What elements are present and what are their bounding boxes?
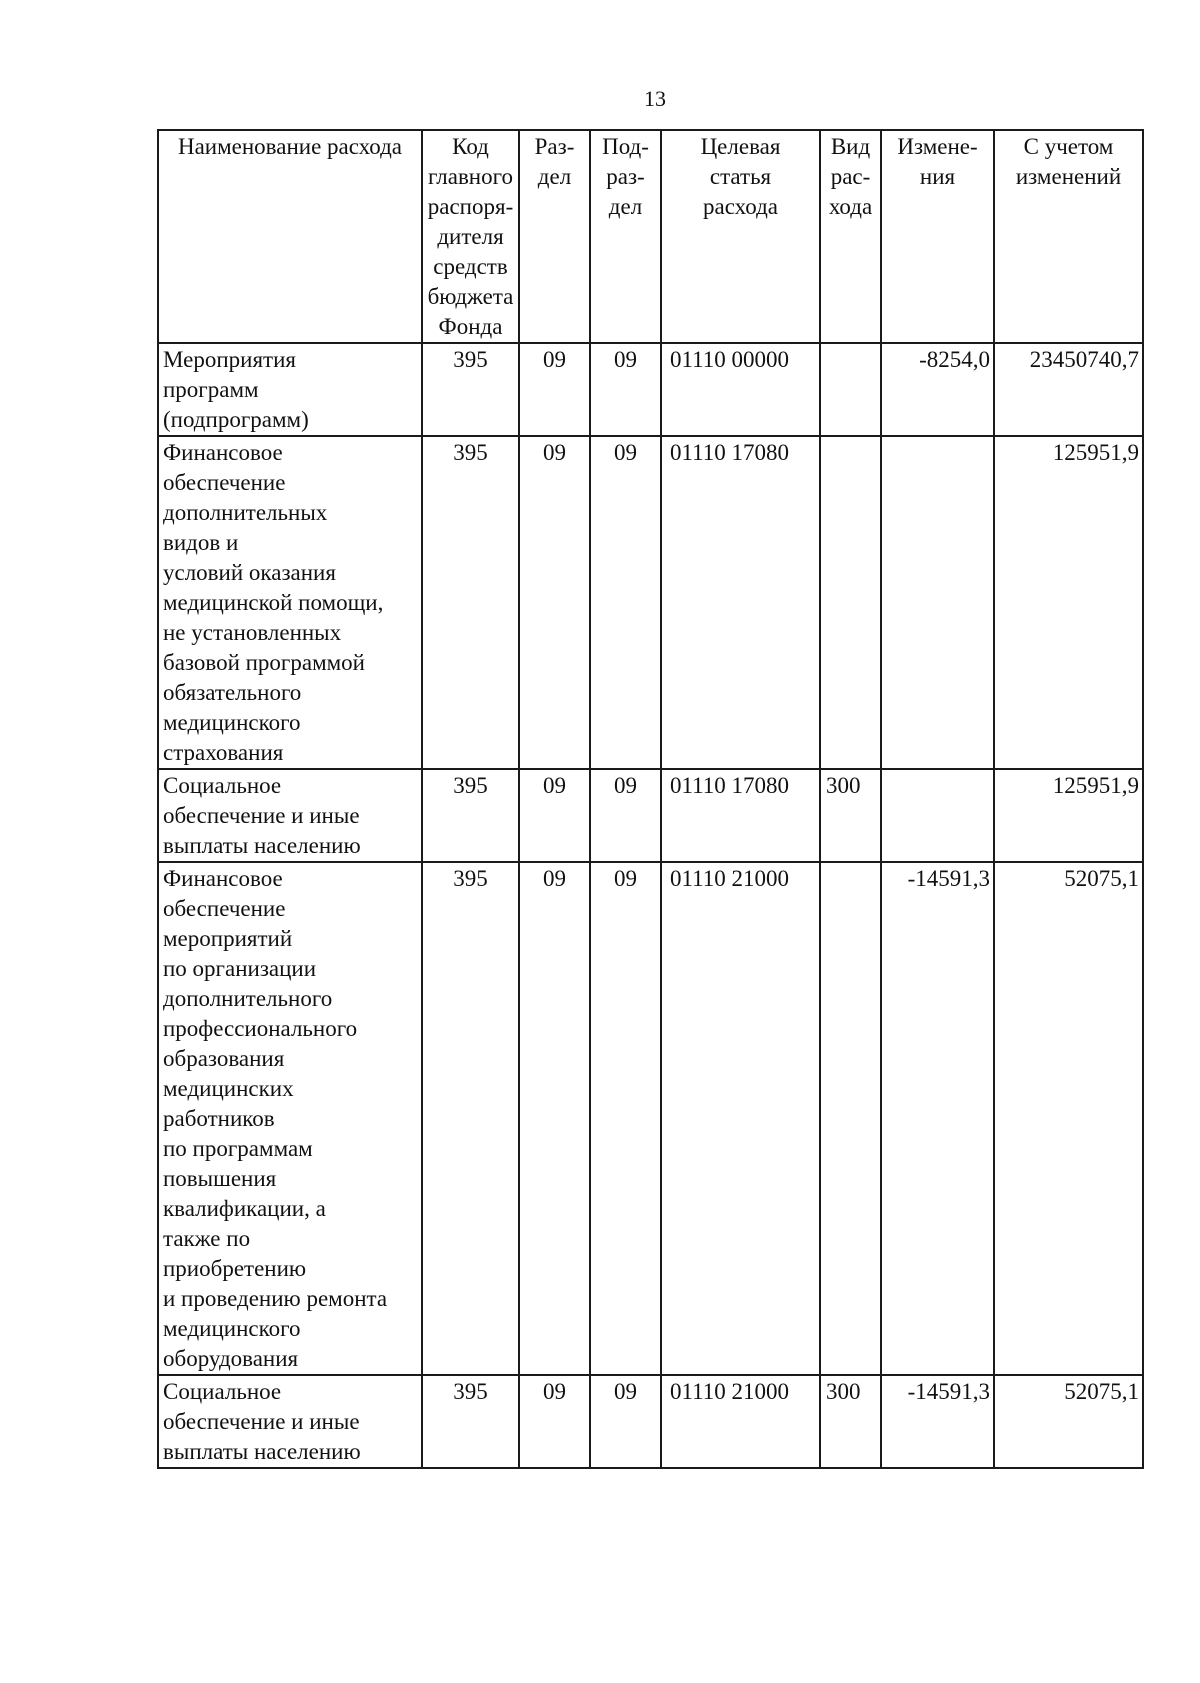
cell-expense-name: Финансовое обеспечение дополнительных видов и условий оказания медицинской помощи, не установленных базовой программой обязательного медицинского страхования (158, 436, 422, 769)
cell-target-item: 01110 21000 (661, 1375, 820, 1468)
cell-target-item: 01110 17080 (661, 436, 820, 769)
page-number: 13 (644, 86, 666, 111)
cell-chief-administrator-code: 395 (422, 862, 519, 1375)
cell-with-changes: 125951,9 (994, 769, 1143, 862)
header-expense-type: Вид рас- хода (820, 130, 881, 343)
cell-subsection: 09 (590, 436, 661, 769)
table-row (158, 862, 1143, 1375)
cell-target-item: 01110 00000 (661, 343, 820, 436)
budget-expense-table (157, 129, 1144, 1469)
cell-chief-administrator-code: 395 (422, 1375, 519, 1468)
cell-section: 09 (519, 343, 590, 436)
header-target-item: Целевая статья расхода (661, 130, 820, 343)
cell-section: 09 (519, 436, 590, 769)
table-row (158, 343, 1143, 436)
cell-with-changes: 52075,1 (994, 1375, 1143, 1468)
cell-expense-type: 300 (820, 1375, 881, 1468)
cell-changes: -14591,3 (881, 1375, 994, 1468)
cell-with-changes: 52075,1 (994, 862, 1143, 1375)
cell-expense-type (820, 862, 881, 1375)
cell-expense-type (820, 343, 881, 436)
header-chief-administrator-code: Код главного распоря- дителя средств бюджета Фонда (422, 130, 519, 343)
cell-chief-administrator-code: 395 (422, 343, 519, 436)
table-row (158, 436, 1143, 769)
cell-target-item: 01110 17080 (661, 769, 820, 862)
cell-section: 09 (519, 1375, 590, 1468)
header-changes: Измене- ния (881, 130, 994, 343)
cell-expense-type (820, 436, 881, 769)
cell-chief-administrator-code: 395 (422, 769, 519, 862)
cell-expense-name: Финансовое обеспечение мероприятий по организации дополнительного профессионального образования медицинских работников по программам повышения квалификации, а также по приобретению и проведению ремонта медицинского оборудования (158, 862, 422, 1375)
cell-subsection: 09 (590, 1375, 661, 1468)
cell-section: 09 (519, 862, 590, 1375)
cell-changes: -8254,0 (881, 343, 994, 436)
cell-with-changes: 125951,9 (994, 436, 1143, 769)
table-header-row (158, 130, 1143, 343)
cell-changes: -14591,3 (881, 862, 994, 1375)
header-expense-name: Наименование расхода (158, 130, 422, 343)
table-row (158, 769, 1143, 862)
cell-changes (881, 769, 994, 862)
table-row (158, 1375, 1143, 1468)
cell-target-item: 01110 21000 (661, 862, 820, 1375)
cell-expense-type: 300 (820, 769, 881, 862)
cell-section: 09 (519, 769, 590, 862)
cell-subsection: 09 (590, 769, 661, 862)
header-with-changes: С учетом изменений (994, 130, 1143, 343)
cell-expense-name: Социальное обеспечение и иные выплаты населению (158, 1375, 422, 1468)
cell-chief-administrator-code: 395 (422, 436, 519, 769)
cell-changes (881, 436, 994, 769)
cell-subsection: 09 (590, 862, 661, 1375)
cell-with-changes: 23450740,7 (994, 343, 1143, 436)
header-subsection: Под- раз- дел (590, 130, 661, 343)
cell-expense-name: Мероприятия программ (подпрограмм) (158, 343, 422, 436)
header-section: Раз- дел (519, 130, 590, 343)
cell-subsection: 09 (590, 343, 661, 436)
cell-expense-name: Социальное обеспечение и иные выплаты населению (158, 769, 422, 862)
